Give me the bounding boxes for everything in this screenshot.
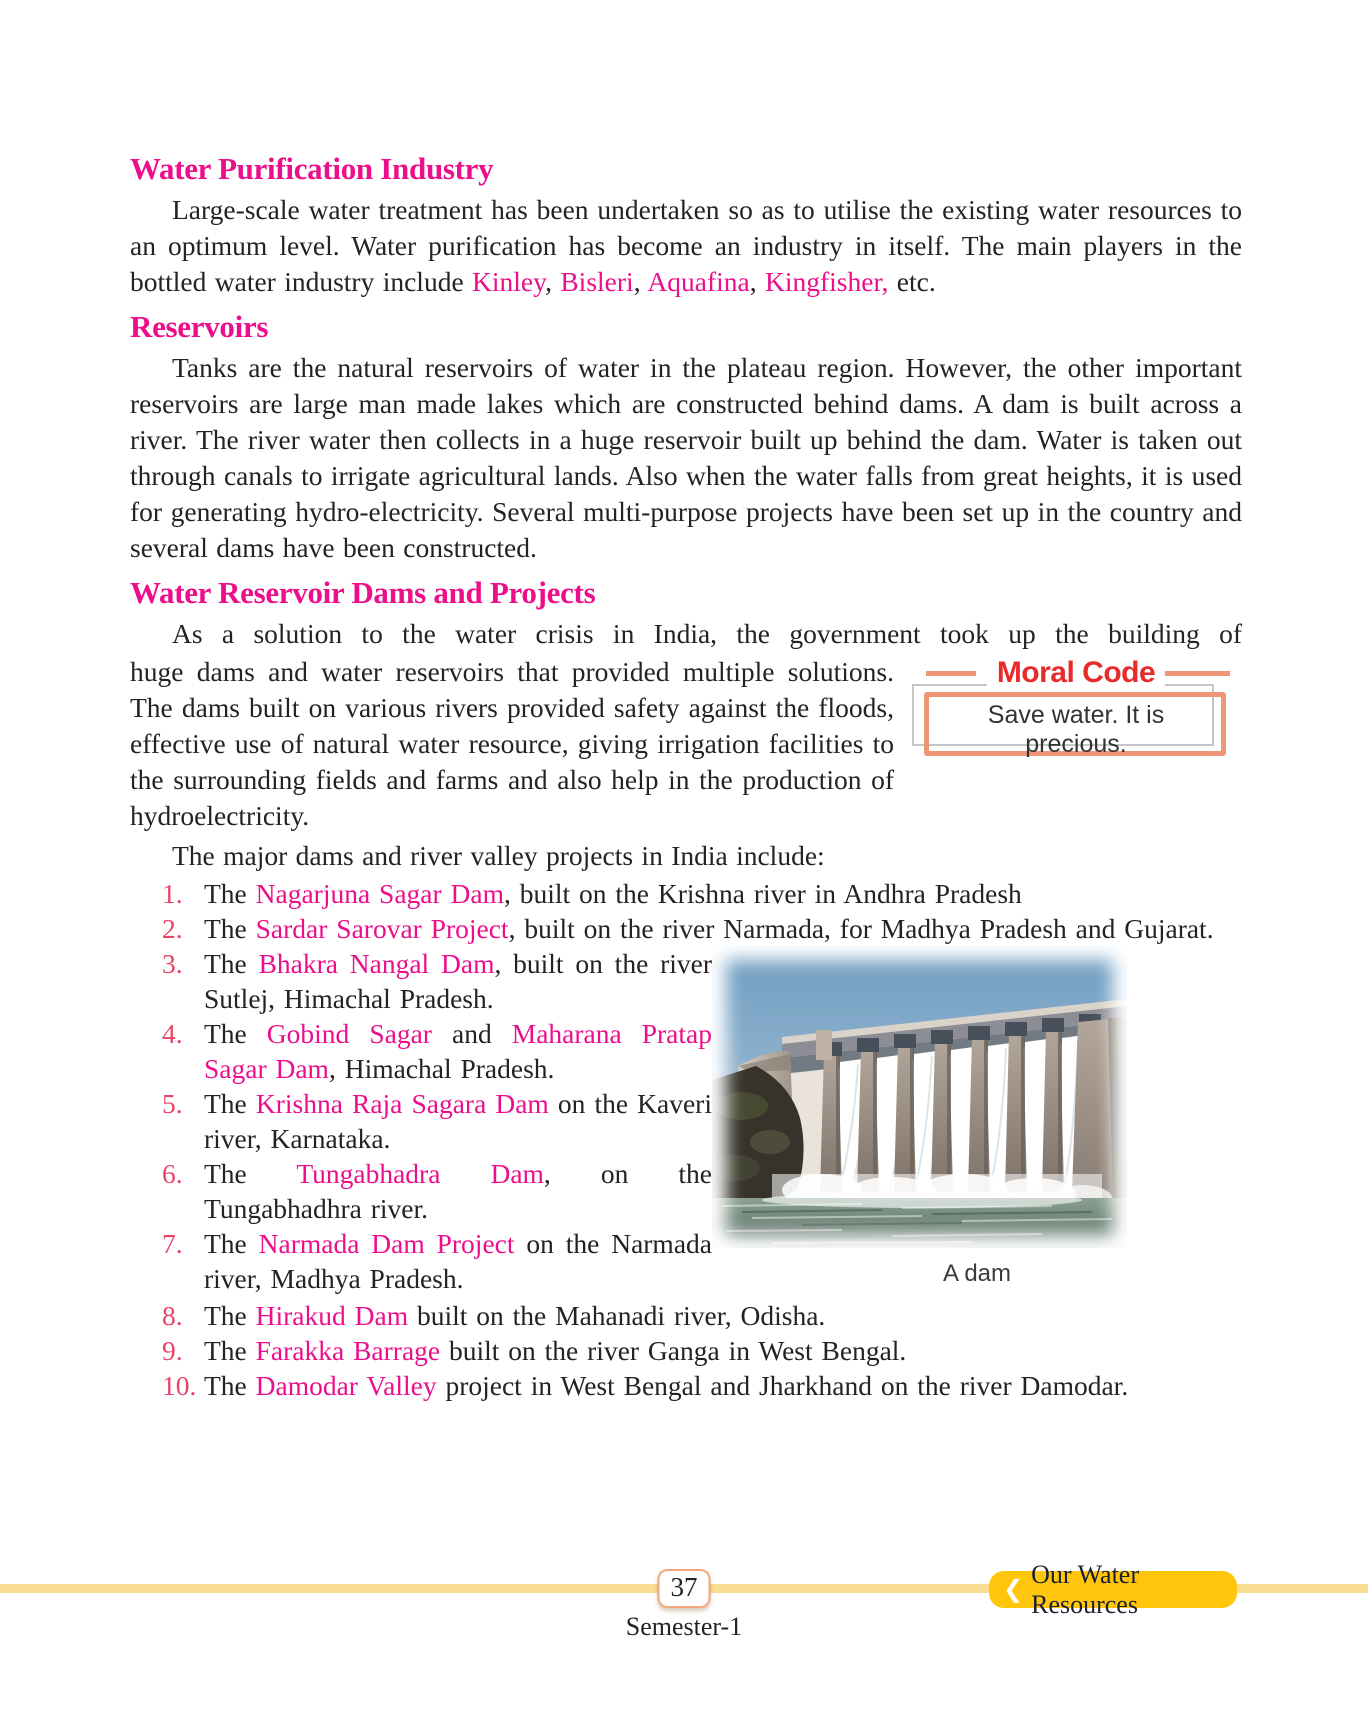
text-highlight: Narmada Dam Project bbox=[258, 1228, 515, 1259]
text-highlight: Sardar Sarovar Project bbox=[255, 913, 509, 944]
text-highlight: Gobind Sagar bbox=[266, 1018, 432, 1049]
text-run: The bbox=[204, 1370, 256, 1401]
moral-title-left-rule bbox=[926, 671, 976, 676]
text-highlight: Farakka Barrage bbox=[255, 1335, 441, 1366]
list-item-8 bbox=[130, 1298, 1242, 1333]
text-run: on the Kaveri river, Karnataka. bbox=[204, 1088, 712, 1154]
text-run: The bbox=[204, 1228, 259, 1259]
heading-water-purification-industry: Water Purification Industry bbox=[130, 151, 494, 186]
page-content bbox=[130, 150, 1242, 1403]
list-item-text bbox=[204, 1018, 712, 1084]
text-highlight: Bhakra Nangal Dam bbox=[258, 948, 495, 979]
list-item-text bbox=[204, 1228, 712, 1294]
list-item-number: 8. bbox=[162, 1300, 183, 1331]
page-number: 37 bbox=[658, 1569, 711, 1608]
text-run: The bbox=[204, 1335, 256, 1366]
text-highlight: Kingfisher, bbox=[765, 266, 889, 297]
text-highlight: Damodar Valley bbox=[255, 1370, 437, 1401]
list-item-number: 10. bbox=[162, 1370, 197, 1401]
text-run: and bbox=[431, 1018, 512, 1049]
list-item-2 bbox=[130, 911, 1242, 946]
list-item-text bbox=[204, 913, 1214, 944]
heading-reservoirs: Reservoirs bbox=[130, 309, 269, 344]
text-run: , built on the Krishna river in Andhra Pradesh bbox=[504, 878, 1022, 909]
text-highlight: Aquafina bbox=[647, 266, 750, 297]
text-run: The bbox=[204, 948, 259, 979]
text-run: , on the Tungabhadhra river. bbox=[204, 1158, 712, 1224]
text-highlight: Bisleri bbox=[560, 266, 634, 297]
text-run: , bbox=[749, 266, 765, 297]
moral-code-title: Moral Code bbox=[987, 656, 1165, 690]
list-item-number: 5. bbox=[162, 1088, 183, 1119]
text-highlight: Hirakud Dam bbox=[255, 1300, 409, 1331]
text-run: , built on the river Narmada, for Madhya Pradesh and Gujarat. bbox=[508, 913, 1214, 944]
text-run: The bbox=[204, 1158, 297, 1189]
text-highlight: Kinley bbox=[472, 266, 546, 297]
paragraph-water-purification bbox=[130, 192, 1242, 300]
list-item-text bbox=[204, 1088, 712, 1154]
text-run: huge dams and water reservoirs that provided multiple solutions. The dams built on various rivers provided safety against the floods, effective use of natural water resource, giving irrigation facilities to the surrounding fields and farms and also help in the production of hydroelectricity. bbox=[130, 656, 894, 831]
text-run: The bbox=[204, 1088, 256, 1119]
text-run: project in West Bengal and Jharkhand on the river Damodar. bbox=[436, 1370, 1129, 1401]
text-run: , Himachal Pradesh. bbox=[328, 1053, 555, 1084]
list-item-number: 4. bbox=[162, 1018, 183, 1049]
list-intro: The major dams and river valley projects in India include: bbox=[172, 840, 825, 871]
list-item-1 bbox=[130, 876, 1242, 911]
text-run: , bbox=[545, 266, 561, 297]
list-item-text bbox=[204, 1335, 906, 1366]
heading-water-reservoir-dams: Water Reservoir Dams and Projects bbox=[130, 575, 596, 610]
list-item-9 bbox=[130, 1333, 1242, 1368]
chevron-left-icon: ❮ bbox=[1003, 1575, 1024, 1603]
semester-label: Semester-1 bbox=[625, 1612, 743, 1641]
list-item-number: 1. bbox=[162, 878, 183, 909]
text-highlight: Tungabhadra Dam bbox=[296, 1158, 544, 1189]
text-run: The bbox=[204, 1300, 256, 1331]
text-run: The bbox=[204, 1018, 267, 1049]
moral-title-right-rule bbox=[1164, 671, 1230, 676]
list-item-number: 6. bbox=[162, 1158, 183, 1189]
text-run: on the Narmada river, Madhya Pradesh. bbox=[204, 1228, 712, 1294]
text-run: , built on the river Sutlej, Himachal Pradesh. bbox=[204, 948, 712, 1014]
list-item-text bbox=[204, 1158, 712, 1224]
moral-code-text: Save water. It is precious. bbox=[987, 701, 1165, 758]
text-highlight: Krishna Raja Sagara Dam bbox=[255, 1088, 549, 1119]
chapter-title: Our Water Resources bbox=[1031, 1559, 1139, 1619]
text-run: , bbox=[633, 266, 648, 297]
dam-photo bbox=[712, 946, 1127, 1248]
list-item-number: 2. bbox=[162, 913, 183, 944]
list-item-10 bbox=[130, 1368, 1242, 1403]
text-highlight: Maharana Pratap Sagar Dam bbox=[204, 1018, 712, 1084]
text-run: Large-scale water treatment has been undertaken so as to utilise the existing water resources to an optimum level. Water purification has become an industry in itself. The main players in the bottled water industry include bbox=[130, 194, 1242, 297]
dam-photo-illustration bbox=[712, 946, 1127, 1248]
text-run: etc. bbox=[888, 266, 936, 297]
list-item-text bbox=[204, 878, 1022, 909]
list-item-text bbox=[204, 1370, 1128, 1401]
chapter-badge[interactable] bbox=[989, 1559, 1237, 1619]
text-run: The bbox=[204, 878, 256, 909]
list-item-number: 3. bbox=[162, 948, 183, 979]
list-item-number: 9. bbox=[162, 1335, 183, 1366]
dam-caption: A dam bbox=[942, 1260, 1012, 1287]
text-run: built on the river Ganga in West Bengal. bbox=[440, 1335, 907, 1366]
text-run: The bbox=[204, 913, 256, 944]
paragraph-dams-first-line: As a solution to the water crisis in India, the government took up the building of bbox=[172, 618, 1242, 649]
list-item-text bbox=[204, 948, 712, 1014]
text-highlight: Nagarjuna Sagar Dam bbox=[255, 878, 504, 909]
text-run: built on the Mahanadi river, Odisha. bbox=[408, 1300, 826, 1331]
dam-figure bbox=[712, 946, 1242, 1298]
list-item-number: 7. bbox=[162, 1228, 183, 1259]
moral-code-box bbox=[910, 654, 1242, 804]
list-item-text bbox=[204, 1300, 825, 1331]
paragraph-reservoirs: Tanks are the natural reservoirs of water in the plateau region. However, the other important reservoirs are large man made lakes which are constructed behind dams. A dam is built across a river. The river water then collects in a huge reservoir built up behind the dam. Water is taken out through canals to irrigate agricultural lands. Also when the water falls from great heights, it is used for generating hydro-electricity. Several multi-purpose projects have been set up in the country and several dams have been constructed. bbox=[130, 352, 1242, 563]
